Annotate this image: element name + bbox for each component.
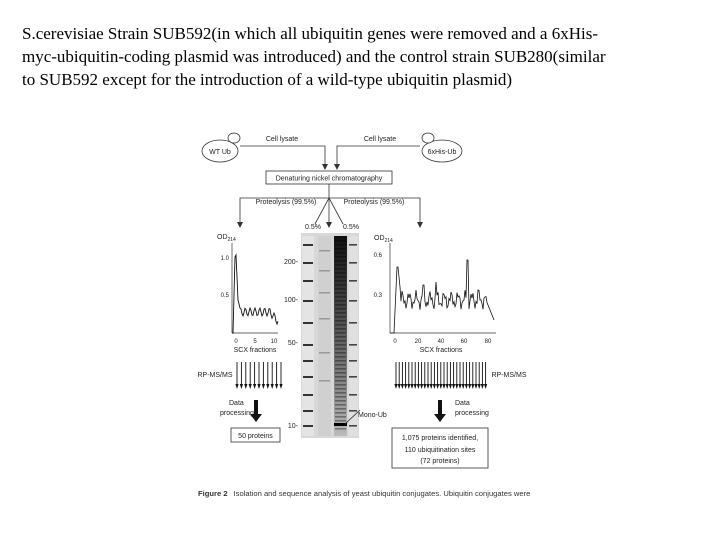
fraction-arrow-head xyxy=(235,384,238,389)
left-xtick-1: 0 xyxy=(234,339,238,345)
marker-band xyxy=(349,262,357,264)
his-band xyxy=(335,336,346,338)
his-band xyxy=(335,320,346,322)
fraction-arrow-head xyxy=(433,384,436,389)
arrowhead xyxy=(322,164,328,170)
fraction-arrow-head xyxy=(481,384,484,389)
marker-band xyxy=(303,394,313,396)
his-band xyxy=(335,356,346,358)
fraction-arrow-head xyxy=(253,384,256,389)
his-band xyxy=(335,280,346,282)
fraction-arrow-head xyxy=(474,384,477,389)
his-band xyxy=(335,372,346,374)
down-arrow-right xyxy=(434,400,446,422)
fraction-arrow-head xyxy=(446,384,449,389)
wt-band xyxy=(319,318,330,320)
marker-lane xyxy=(302,236,314,436)
gel-right-percent: 0.5% xyxy=(343,224,359,231)
wt-lane xyxy=(318,236,331,436)
lysate-arrows xyxy=(240,146,420,166)
his-band xyxy=(335,328,346,330)
his-band xyxy=(335,312,346,314)
mw-marker-50: 50- xyxy=(287,340,298,347)
his-band xyxy=(335,348,346,350)
his-band xyxy=(335,300,346,302)
intro-line-1: S.cerevisiae Strain SUB592(in which all ubiquitin genes were removed and a 6xHis- xyxy=(22,24,598,43)
left-xtick-3: 10 xyxy=(270,339,278,345)
left-chromatogram xyxy=(217,234,278,354)
his-band xyxy=(335,420,346,422)
his-band xyxy=(335,324,346,326)
fraction-arrow-head xyxy=(468,384,471,389)
mw-marker-200: 200- xyxy=(283,259,298,266)
right-xtick-4: 60 xyxy=(460,339,468,345)
his-band xyxy=(335,412,346,414)
proteolysis-right: Proteolysis (99.5%) xyxy=(343,199,405,206)
his-band xyxy=(335,316,346,318)
left-ytick-2: 0.5 xyxy=(220,293,229,299)
his-band xyxy=(335,368,346,370)
his-band xyxy=(335,360,346,362)
fraction-arrow-head xyxy=(266,384,269,389)
marker-band xyxy=(349,322,357,324)
right-xtick-3: 40 xyxy=(437,339,445,345)
fraction-arrow-head xyxy=(257,384,260,389)
his-band xyxy=(335,396,346,398)
right-xtick-2: 20 xyxy=(414,339,422,345)
fraction-arrow-head xyxy=(262,384,265,389)
right-trace xyxy=(390,260,494,333)
right-xlabel: SCX fractions xyxy=(419,347,463,354)
his-band xyxy=(335,344,346,346)
fraction-arrow-head xyxy=(423,384,426,389)
right-fraction-arrows xyxy=(394,362,487,389)
marker-band xyxy=(349,394,357,396)
fraction-arrow-head xyxy=(394,384,397,389)
his-ub-label: 6xHis-Ub xyxy=(427,149,457,156)
his-band xyxy=(335,288,346,290)
marker-band xyxy=(303,376,313,378)
figure-caption xyxy=(198,489,530,498)
fraction-arrow-head xyxy=(275,384,278,389)
marker-band xyxy=(303,300,313,302)
fraction-arrow-head xyxy=(449,384,452,389)
left-ytick-1: 1.0 xyxy=(220,256,229,262)
his-band xyxy=(335,296,346,298)
marker-band xyxy=(349,344,357,346)
fraction-arrow-head xyxy=(471,384,474,389)
right-ytick-1: 0.6 xyxy=(373,253,382,259)
fraction-arrow-head xyxy=(462,384,465,389)
right-xtick-1: 0 xyxy=(393,339,397,345)
wt-band xyxy=(319,250,330,252)
fraction-arrow-head xyxy=(430,384,433,389)
fraction-arrow-head xyxy=(439,384,442,389)
fraction-arrow-head xyxy=(271,384,274,389)
result-right-line-1: 1,075 proteins identified, xyxy=(401,435,479,442)
fraction-arrow-head xyxy=(244,384,247,389)
marker-band xyxy=(349,360,357,362)
caption-text: Isolation and sequence analysis of yeast ubiquitin conjugates. Ubiquitin conjugates were xyxy=(233,489,531,498)
marker-band xyxy=(303,244,313,246)
data-processing-left-2: processing xyxy=(220,410,254,417)
fraction-arrow-head xyxy=(420,384,423,389)
marker-band xyxy=(349,425,357,427)
mw-marker-100: 100- xyxy=(283,297,298,304)
left-trace xyxy=(232,255,278,333)
fraction-arrow-head xyxy=(407,384,410,389)
fraction-arrow-head xyxy=(455,384,458,389)
right-od-label: $OD_{214}$ xyxy=(374,235,393,244)
marker-band xyxy=(303,344,313,346)
marker-band xyxy=(349,376,357,378)
cell-lysate-right: Cell lysate xyxy=(363,136,397,143)
fraction-arrow-head xyxy=(401,384,404,389)
mw-marker-10: 10- xyxy=(287,423,298,430)
right-ytick-2: 0.3 xyxy=(373,293,382,299)
fraction-arrow-head xyxy=(442,384,445,389)
fraction-arrow-head xyxy=(410,384,413,389)
left-od-label: $OD_{214}$ xyxy=(217,234,236,243)
his-band xyxy=(335,408,346,410)
fraction-arrow-head xyxy=(414,384,417,389)
his-band xyxy=(335,332,346,334)
his-band xyxy=(335,416,346,418)
marker-band xyxy=(303,360,313,362)
rp-msms-left: RP-MS/MS xyxy=(197,372,233,379)
marker-band xyxy=(349,300,357,302)
mono-ub-label: Mono-Ub xyxy=(358,412,387,419)
result-right-line-2: 110 ubiquitination sites xyxy=(404,447,476,454)
marker-band xyxy=(303,262,313,264)
arrowhead xyxy=(237,222,243,228)
fraction-arrow-head xyxy=(458,384,461,389)
data-processing-right-1: Data xyxy=(455,400,470,407)
fraction-arrow-head xyxy=(249,384,252,389)
right-xtick-5: 80 xyxy=(484,339,492,345)
his-band xyxy=(335,404,346,406)
his-band xyxy=(335,256,346,258)
fraction-arrow-head xyxy=(436,384,439,389)
his-band xyxy=(335,428,346,430)
his-band xyxy=(335,264,346,266)
intro-line-2: myc-ubiquitin-coding plasmid was introduced) and the control strain SUB280(similar xyxy=(22,47,606,66)
right-chromatogram xyxy=(374,235,496,354)
marker-band xyxy=(349,244,357,246)
his-band xyxy=(335,380,346,382)
fraction-arrow-head xyxy=(484,384,487,389)
arrowhead xyxy=(417,222,423,228)
his-band xyxy=(335,240,346,242)
result-left-text: 50 proteins xyxy=(238,433,273,440)
intro-line-3: to SUB592 except for the introduction of a wild-type ubiquitin plasmid) xyxy=(22,70,513,89)
his-band xyxy=(335,284,346,286)
his-band xyxy=(335,392,346,394)
wt-band xyxy=(319,270,330,272)
fraction-arrow-head xyxy=(417,384,420,389)
fraction-arrow-head xyxy=(452,384,455,389)
fraction-arrow-head xyxy=(465,384,468,389)
wt-band xyxy=(319,352,330,354)
left-xlabel: SCX fractions xyxy=(233,347,277,354)
data-processing-left-1: Data xyxy=(229,400,244,407)
sds-page-gel xyxy=(301,233,359,438)
marker-band xyxy=(303,280,313,282)
arrowhead xyxy=(334,164,340,170)
wt-ub-label: WT Ub xyxy=(209,149,231,156)
left-fraction-arrows xyxy=(235,362,282,389)
marker-band xyxy=(303,322,313,324)
marker-band xyxy=(303,410,313,412)
wt-yeast-cell xyxy=(202,133,240,162)
his-yeast-cell xyxy=(422,133,462,162)
gel-left-percent: 0.5% xyxy=(305,224,321,231)
marker-band xyxy=(349,410,357,412)
wt-band xyxy=(319,292,330,294)
wt-band xyxy=(319,380,330,382)
his-band xyxy=(335,244,346,246)
marker-band xyxy=(303,425,313,427)
fraction-arrow-head xyxy=(404,384,407,389)
fraction-arrow-head xyxy=(279,384,282,389)
proteolysis-left: Proteolysis (99.5%) xyxy=(255,199,317,206)
his-band xyxy=(335,340,346,342)
arrowhead xyxy=(326,222,332,228)
fraction-arrow-head xyxy=(478,384,481,389)
his-band xyxy=(335,400,346,402)
fraction-arrow-head xyxy=(240,384,243,389)
his-band xyxy=(335,364,346,366)
rp-msms-right: RP-MS/MS xyxy=(491,372,527,379)
his-band xyxy=(335,388,346,390)
his-band xyxy=(335,292,346,294)
result-right-line-3: (72 proteins) xyxy=(420,458,460,465)
his-band xyxy=(335,260,346,262)
chromatography-label: Denaturing nickel chromatography xyxy=(275,175,383,183)
his-band xyxy=(335,376,346,378)
marker-band xyxy=(349,280,357,282)
his-band xyxy=(335,384,346,386)
his-band xyxy=(335,308,346,310)
fraction-arrow-head xyxy=(426,384,429,389)
left-xtick-2: 5 xyxy=(253,339,257,345)
his-band xyxy=(335,268,346,270)
cell-lysate-left: Cell lysate xyxy=(265,136,299,143)
his-band xyxy=(335,252,346,254)
his-band xyxy=(335,352,346,354)
his-band xyxy=(335,276,346,278)
marker-lane-right xyxy=(349,236,358,436)
caption-label: Figure 2 xyxy=(198,489,228,498)
his-band xyxy=(335,304,346,306)
his-band xyxy=(335,272,346,274)
fraction-arrow-head xyxy=(398,384,401,389)
his-band xyxy=(335,248,346,250)
data-processing-right-2: processing xyxy=(455,410,489,417)
